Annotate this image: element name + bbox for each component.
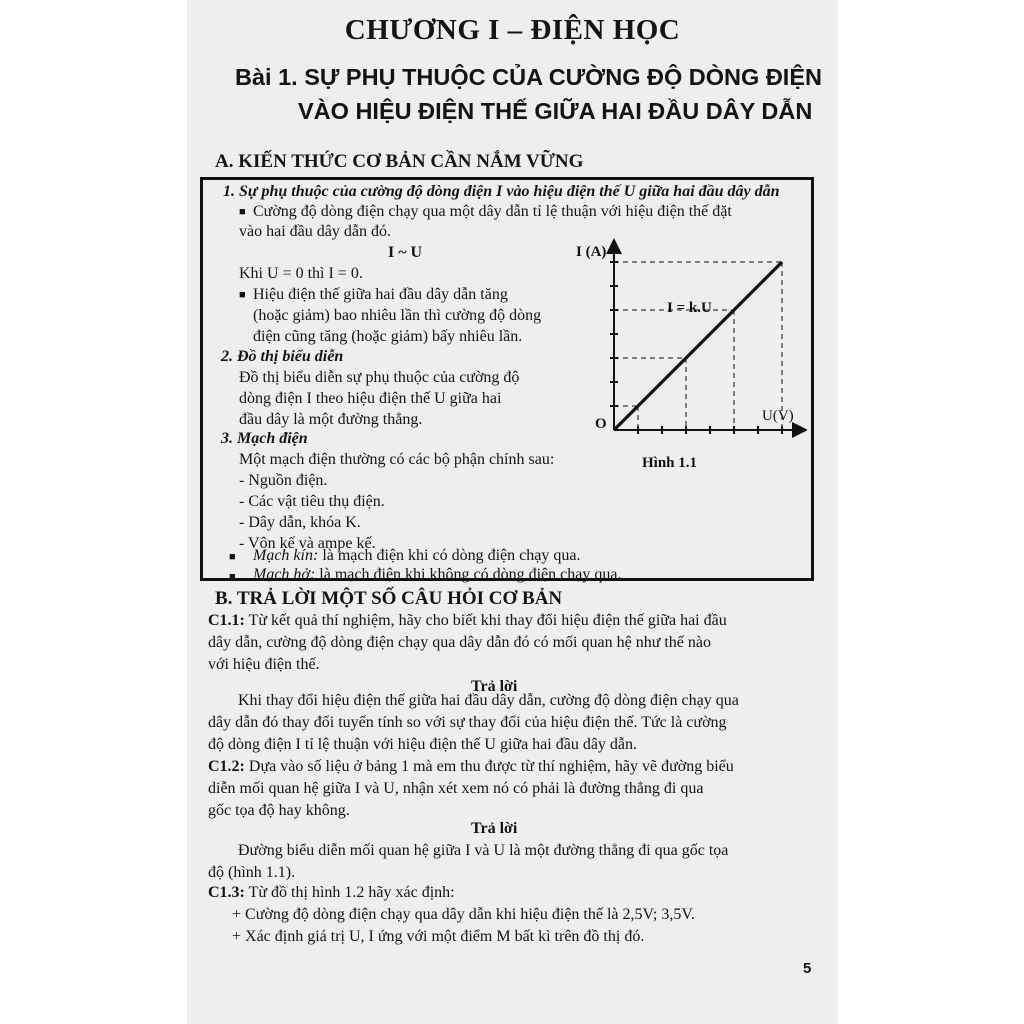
chart-layer [610,240,806,434]
item1-bullet1-line1: Cường độ dòng điện chạy qua một dây dẫn tỉ lệ thuận với hiệu điện thế đặt [253,203,732,220]
y-axis-label: I (A) [576,244,607,260]
c13-line1 [208,882,455,904]
c12-line1 [208,756,734,778]
section-a-title: A. KIẾN THỨC CƠ BẢN CẦN NẮM VỮNG [215,151,584,172]
c12-label: C1.2: [208,758,245,775]
zero-rule: Khi U = 0 thì I = 0. [239,265,363,282]
answer-label-1: Trả lời [471,678,518,695]
item2-line2: dòng điện I theo hiệu điện thế U giữa hai [239,390,502,407]
figure-caption: Hình 1.1 [642,455,698,471]
c12-line2: diễn mối quan hệ giữa I và U, nhận xét xem nó có phải là đường thẳng đi qua [208,780,704,797]
bullet-icon: ■ [239,289,246,301]
chapter-title: CHƯƠNG I – ĐIỆN HỌC [344,14,681,46]
c12-line3: gốc tọa độ hay không. [208,802,350,819]
iu-graph [567,237,807,477]
open-circuit-term: Mạch hở: [253,566,316,583]
series-line [614,262,782,430]
bullet-icon: ■ [229,571,236,583]
origin-label: O [595,416,607,432]
open-circuit-text: là mạch điện khi không có dòng điện chạy qua. [315,566,622,583]
open-circuit-def [253,565,621,584]
left-margin [0,0,187,1024]
c11-line2: dây dẫn, cường độ dòng điện chạy qua dây dẫn đó có mối quan hệ như thế nào [208,634,712,651]
item3-intro: Một mạch điện thường có các bộ phận chính sau: [239,451,555,468]
c13-text: Từ đồ thị hình 1.2 hãy xác định: [244,884,455,901]
item3-title: 3. Mạch điện [221,430,308,447]
item2-line1: Đồ thị biểu diễn sự phụ thuộc của cường độ [239,369,520,386]
item1-bullet2-line2: (hoặc giảm) bao nhiêu lần thì cường độ dòng [253,307,542,324]
page-number: 5 [803,960,812,977]
lesson-title-line2: VÀO HIỆU ĐIỆN THẾ GIỮA HAI ĐẦU DÂY DẪN [298,98,813,124]
c13-line3: + Xác định giá trị U, I ứng với một điểm M bất kì trên đồ thị đó. [232,928,645,945]
bullet-icon: ■ [239,206,246,218]
a11-line3: độ dòng điện I tỉ lệ thuận với hiệu điện thế U giữa hai đầu dây dẫn. [208,736,638,753]
item1-bullet2-line1: Hiệu điện thế giữa hai đầu dây dẫn tăng [253,286,508,303]
closed-circuit-def [253,546,580,565]
book-page [187,0,838,1024]
closed-circuit-term: Mạch kín: [253,547,319,564]
right-margin [838,0,1024,1024]
bullet-icon: ■ [229,551,236,563]
c11-line3: với hiệu điện thế. [208,656,320,673]
proportion-formula: I ~ U [388,244,423,261]
component-item: - Dây dẫn, khóa K. [239,514,361,531]
item1-bullet2-line3: điện cũng tăng (hoặc giảm) bấy nhiêu lần. [253,328,523,345]
lesson-title-line1: Bài 1. SỰ PHỤ THUỘC CỦA CƯỜNG ĐỘ DÒNG ĐIỆN [235,64,822,90]
c11-label: C1.1: [208,612,245,629]
component-item: - Vôn kế và ampe kế. [239,535,376,552]
section-b-title: B. TRẢ LỜI MỘT SỐ CÂU HỎI CƠ BẢN [215,588,563,609]
c11-line1 [208,610,727,632]
item1-title: 1. Sự phụ thuộc của cường độ dòng điện I vào hiệu điện thế U giữa hai đầu dây dẫn [223,183,780,200]
equation-label: I = k.U [667,300,712,316]
a12-line1: Đường biểu diễn mối quan hệ giữa I và U là một đường thẳng đi qua gốc tọa [238,842,729,859]
component-item: - Nguồn điện. [239,472,328,489]
c13-line2: + Cường độ dòng điện chạy qua dây dẫn khi hiệu điện thế là 2,5V; 3,5V. [232,906,695,923]
c12-text: Dựa vào số liệu ở bảng 1 mà em thu được từ thí nghiệm, hãy vẽ đường biểu [244,758,734,775]
item1-bullet1-line2: vào hai đầu dây dẫn đó. [239,223,391,240]
component-item: - Các vật tiêu thụ điện. [239,493,385,510]
a11-line2: dây dẫn đó thay đổi tuyến tính so với sự thay đổi của hiệu điện thế. Tức là cường [208,714,727,731]
c13-label: C1.3: [208,884,245,901]
closed-circuit-text: là mạch điện khi có dòng điện chạy qua. [318,547,581,564]
a11-line1: Khi thay đổi hiệu điện thế giữa hai đầu dây dẫn, cường độ dòng điện chạy qua [238,692,739,709]
item2-title: 2. Đồ thị biểu diễn [221,348,344,365]
item2-line3: đầu dây là một đường thẳng. [239,411,423,428]
answer-label-2: Trả lời [471,820,518,837]
c11-text: Từ kết quả thí nghiệm, hãy cho biết khi thay đổi hiệu điện thế giữa hai đầu [244,612,727,629]
a12-line2: độ (hình 1.1). [208,864,296,881]
x-axis-label: U(V) [762,408,794,424]
